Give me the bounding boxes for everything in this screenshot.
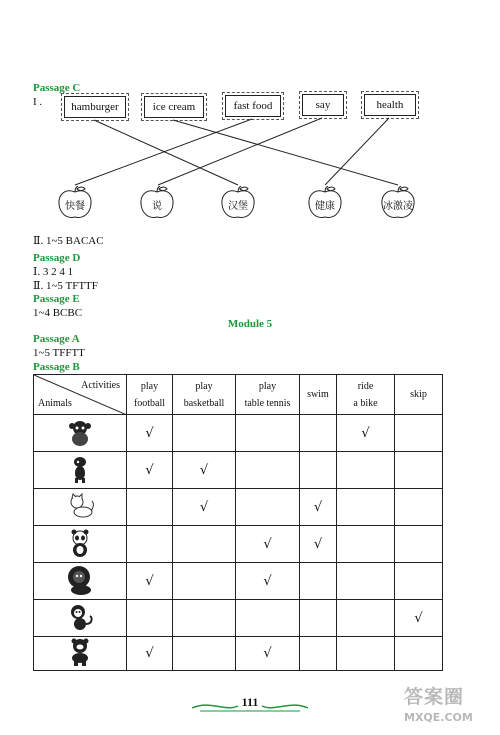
cell-skip (395, 489, 443, 526)
cat-icon (65, 491, 95, 524)
passage-d-line1: Ⅰ. 3 2 4 1 (33, 266, 74, 278)
cell-swim (300, 637, 337, 671)
word-box-health: health (364, 94, 416, 116)
passage-c-part2: Ⅱ. 1~5 BACAC (33, 235, 104, 247)
animal-cell (34, 489, 127, 526)
dog-icon (65, 454, 95, 487)
cell-table-tennis (236, 489, 300, 526)
tick-mark: √ (263, 573, 272, 589)
lion-icon (64, 564, 96, 599)
cell-football (127, 526, 173, 563)
table-row (34, 526, 443, 563)
tick-mark: √ (145, 573, 154, 589)
passage-d-line2: Ⅱ. 1~5 TFTTF (33, 280, 98, 292)
cell-basketball (173, 489, 236, 526)
cell-table-tennis (236, 563, 300, 600)
cell-ride-a-bike (337, 637, 395, 671)
col-header-line1: swim (307, 389, 329, 400)
col-header-line2: table tennis (244, 397, 291, 409)
cell-swim (300, 415, 337, 452)
activities-table (33, 374, 443, 671)
cell-swim (300, 489, 337, 526)
match-line-hamburger (94, 120, 238, 185)
cell-ride-a-bike (337, 600, 395, 637)
col-header-line1: play (195, 380, 213, 392)
apple-label: 说 (152, 201, 162, 212)
col-header-line1: play (258, 380, 277, 392)
animal-cell (34, 526, 127, 563)
cell-ride-a-bike (337, 489, 395, 526)
corner-animals: Animals (38, 398, 72, 409)
cell-skip (395, 526, 443, 563)
passage-e-line1: 1~4 BCBC (33, 307, 83, 319)
match-line-say (158, 118, 322, 185)
cell-football (127, 452, 173, 489)
col-header-basketball (173, 375, 236, 415)
animal-cell (34, 637, 127, 671)
tick-mark: √ (145, 462, 154, 478)
cell-ride-a-bike (337, 563, 395, 600)
cell-basketball (173, 526, 236, 563)
cell-table-tennis (236, 452, 300, 489)
cell-skip (395, 600, 443, 637)
animal-cell (34, 452, 127, 489)
apple-1 (57, 186, 93, 220)
match-line-fast-food (75, 119, 252, 185)
tick-mark: √ (263, 646, 272, 661)
watermark (404, 682, 496, 730)
tick-mark: √ (199, 462, 209, 478)
cell-swim (300, 526, 337, 563)
col-header-line1: ride (357, 380, 374, 392)
tick-mark: √ (313, 499, 323, 515)
cell-skip (395, 452, 443, 489)
word-box-fast-food: fast food (225, 95, 281, 117)
cell-swim (300, 600, 337, 637)
col-header-line2: basketball (183, 397, 225, 409)
passage-a-heading: Passage A (33, 333, 80, 345)
cell-swim (300, 563, 337, 600)
tick-mark: √ (145, 646, 154, 661)
apple-4 (307, 186, 343, 220)
col-header-line2: football (133, 397, 166, 409)
apple-label: 汉堡 (228, 201, 248, 212)
apple-label: 健康 (315, 201, 335, 212)
animal-cell (34, 600, 127, 637)
col-header-line1: skip (410, 389, 427, 400)
cell-skip (395, 637, 443, 671)
cell-table-tennis (236, 600, 300, 637)
table-row (34, 563, 443, 600)
cell-ride-a-bike (337, 452, 395, 489)
cell-swim (300, 452, 337, 489)
word-box-ice-cream: ice cream (144, 96, 204, 118)
tick-mark: √ (313, 536, 323, 552)
passage-e-heading: Passage E (33, 293, 80, 305)
part1-marker: I . (33, 96, 43, 108)
apple-label: 快餐 (65, 201, 85, 212)
passage-c-heading: Passage C (33, 82, 81, 94)
cell-football (127, 600, 173, 637)
table-row (34, 452, 443, 489)
table-row (34, 637, 443, 671)
monkey-icon (65, 417, 95, 450)
panda-icon (65, 528, 95, 561)
col-header-swim (300, 375, 337, 415)
chimp-icon (65, 602, 95, 635)
col-header-skip (395, 375, 443, 415)
animal-cell (34, 563, 127, 600)
apple-label: 冰激凌 (383, 201, 413, 212)
col-header-line2: a bike (353, 397, 378, 409)
cell-table-tennis (236, 526, 300, 563)
tick-mark: √ (361, 425, 370, 441)
tick-mark: √ (263, 536, 272, 552)
word-box-say: say (302, 94, 344, 116)
apple-5 (380, 186, 416, 220)
cell-basketball (173, 600, 236, 637)
cell-table-tennis (236, 637, 300, 671)
tick-mark: √ (145, 425, 154, 441)
corner-activities: Activities (81, 380, 120, 391)
col-header-line1: play (140, 380, 159, 392)
cell-basketball (173, 452, 236, 489)
col-header-table-tennis (236, 375, 300, 415)
table-row (34, 600, 443, 637)
corner-cell (34, 375, 127, 415)
col-header-ride (337, 375, 395, 415)
cell-basketball (173, 415, 236, 452)
cell-football (127, 637, 173, 671)
passage-a-line1: 1~5 TFFTT (33, 347, 85, 359)
cell-skip (395, 415, 443, 452)
cell-football (127, 563, 173, 600)
cell-football (127, 415, 173, 452)
table-row (34, 415, 443, 452)
passage-d-heading: Passage D (33, 252, 81, 264)
table-header-row (34, 375, 443, 415)
match-line-ice-cream (173, 120, 398, 185)
tick-mark: √ (414, 610, 423, 626)
cell-football (127, 489, 173, 526)
watermark-line2: MXQE.COM (404, 711, 473, 724)
cell-basketball (173, 563, 236, 600)
animal-cell (34, 415, 127, 452)
tick-mark: √ (199, 499, 209, 515)
watermark-line1: 答案圈 (404, 686, 465, 708)
col-header-football (127, 375, 173, 415)
cell-skip (395, 563, 443, 600)
module-title: Module 5 (227, 318, 273, 330)
page-number: 111 (241, 695, 259, 709)
table-row (34, 489, 443, 526)
cell-ride-a-bike (337, 415, 395, 452)
apple-3 (220, 186, 256, 220)
cell-basketball (173, 637, 236, 671)
passage-b-heading: Passage B (33, 361, 80, 373)
word-box-hamburger: hamburger (64, 96, 126, 118)
bear-icon (65, 637, 95, 670)
cell-table-tennis (236, 415, 300, 452)
apple-2 (139, 186, 175, 220)
match-line-health (325, 118, 389, 185)
cell-ride-a-bike (337, 526, 395, 563)
